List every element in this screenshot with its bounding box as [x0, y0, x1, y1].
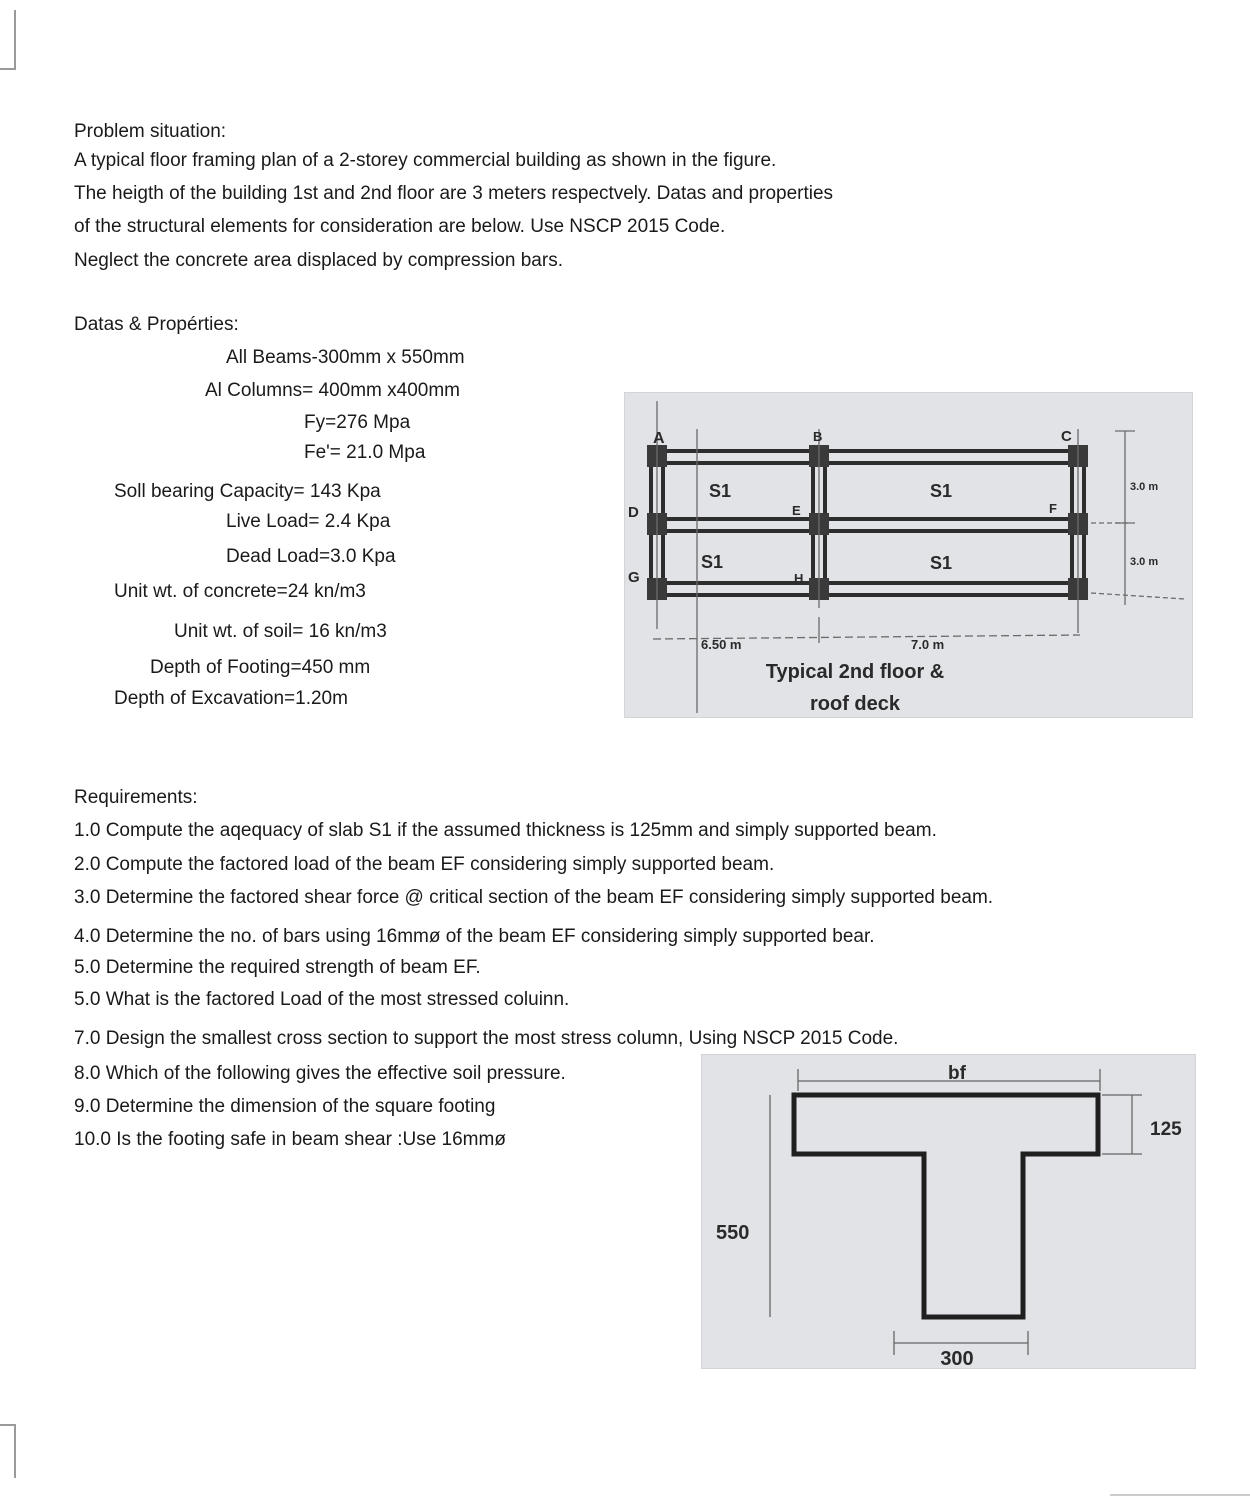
- web-width-label: 300: [940, 1348, 974, 1368]
- dim-x2: 7.0 m: [911, 637, 945, 652]
- problem-line-1: A typical floor framing plan of a 2-storey commercial building as shown in the figure.: [74, 150, 777, 171]
- requirement-6: 5.0 What is the factored Load of the most stressed coluinn.: [74, 989, 570, 1010]
- framing-plan-figure: [624, 392, 1193, 718]
- data-live-load: Live Load= 2.4 Kpa: [226, 511, 391, 532]
- bf-label: bf: [948, 1063, 966, 1084]
- data-columns: Al Columns= 400mm x400mm: [205, 380, 461, 401]
- slab-label-2: S1: [930, 481, 953, 501]
- label-F: F: [1049, 501, 1057, 516]
- t-beam-section-outline: [794, 1095, 1098, 1317]
- requirement-1: 1.0 Compute the aqequacy of slab S1 if the assumed thickness is 125mm and simply supported beam.: [74, 820, 937, 841]
- requirement-8: 8.0 Which of the following gives the effective soil pressure.: [74, 1063, 566, 1084]
- data-fy: Fy=276 Mpa: [304, 412, 411, 433]
- dim-x1: 6.50 m: [701, 637, 742, 652]
- t-beam-drawing: [702, 1055, 1195, 1368]
- data-depth-footing: Depth of Footing=450 mm: [150, 657, 371, 678]
- problem-heading: Problem situation:: [74, 121, 227, 142]
- problem-line-4: Neglect the concrete area displaced by compression bars.: [74, 250, 563, 271]
- label-H: H: [794, 571, 804, 586]
- slab-label-3: S1: [701, 552, 724, 572]
- requirement-5: 5.0 Determine the required strength of beam EF.: [74, 957, 481, 978]
- slab-label-4: S1: [930, 553, 953, 573]
- problem-line-3: of the structural elements for consideration are below. Use NSCP 2015 Code.: [74, 216, 726, 237]
- data-beams: All Beams-300mm x 550mm: [226, 347, 465, 368]
- requirement-7: 7.0 Design the smallest cross section to support the most stress column, Using NSCP 2015 Code.: [74, 1028, 899, 1049]
- requirement-4: 4.0 Determine the no. of bars using 16mmø of the beam EF considering simply supported bear.: [74, 926, 875, 947]
- requirement-9: 9.0 Determine the dimension of the square footing: [74, 1096, 496, 1117]
- label-A: A: [653, 430, 665, 447]
- flange-thickness-label: 125: [1150, 1119, 1182, 1140]
- label-E: E: [792, 503, 801, 518]
- data-fc: Fe'= 21.0 Mpa: [304, 442, 426, 463]
- depth-label: 550: [716, 1222, 750, 1244]
- label-B: B: [813, 429, 823, 444]
- page-corner-mark-bottom: [0, 1424, 16, 1478]
- bottom-rule: [1110, 1494, 1250, 1496]
- problem-line-2: The heigth of the building 1st and 2nd floor are 3 meters respectvely. Datas and properties: [74, 183, 834, 204]
- dim-y1: 3.0 m: [1130, 481, 1159, 493]
- slab-label-1: S1: [709, 481, 732, 501]
- requirements-heading: Requirements:: [74, 787, 198, 808]
- framing-plan-drawing: [625, 393, 1192, 717]
- data-unit-wt-concrete: Unit wt. of concrete=24 kn/m3: [114, 581, 366, 602]
- dim-y2: 3.0 m: [1130, 556, 1159, 568]
- label-D: D: [628, 504, 639, 521]
- data-heading: Datas & Propérties:: [74, 314, 239, 335]
- data-depth-excavation: Depth of Excavation=1.20m: [114, 688, 348, 709]
- requirement-10: 10.0 Is the footing safe in beam shear :Use 16mmø: [74, 1129, 506, 1150]
- t-beam-figure: [701, 1054, 1196, 1369]
- requirement-3: 3.0 Determine the factored shear force @ critical section of the beam EF considering simply supported beam.: [74, 887, 994, 908]
- label-G: G: [628, 569, 640, 586]
- plan-caption-line-2: roof deck: [809, 693, 901, 715]
- data-dead-load: Dead Load=3.0 Kpa: [226, 546, 396, 567]
- page-corner-mark-top: [0, 10, 16, 70]
- data-soil-capacity: Soll bearing Capacity= 143 Kpa: [114, 481, 381, 502]
- plan-caption-line-1: Typical 2nd floor &: [765, 661, 945, 683]
- data-unit-wt-soil: Unit wt. of soil= 16 kn/m3: [174, 621, 387, 642]
- requirement-2: 2.0 Compute the factored load of the beam EF considering simply supported beam.: [74, 854, 775, 875]
- label-C: C: [1061, 428, 1072, 445]
